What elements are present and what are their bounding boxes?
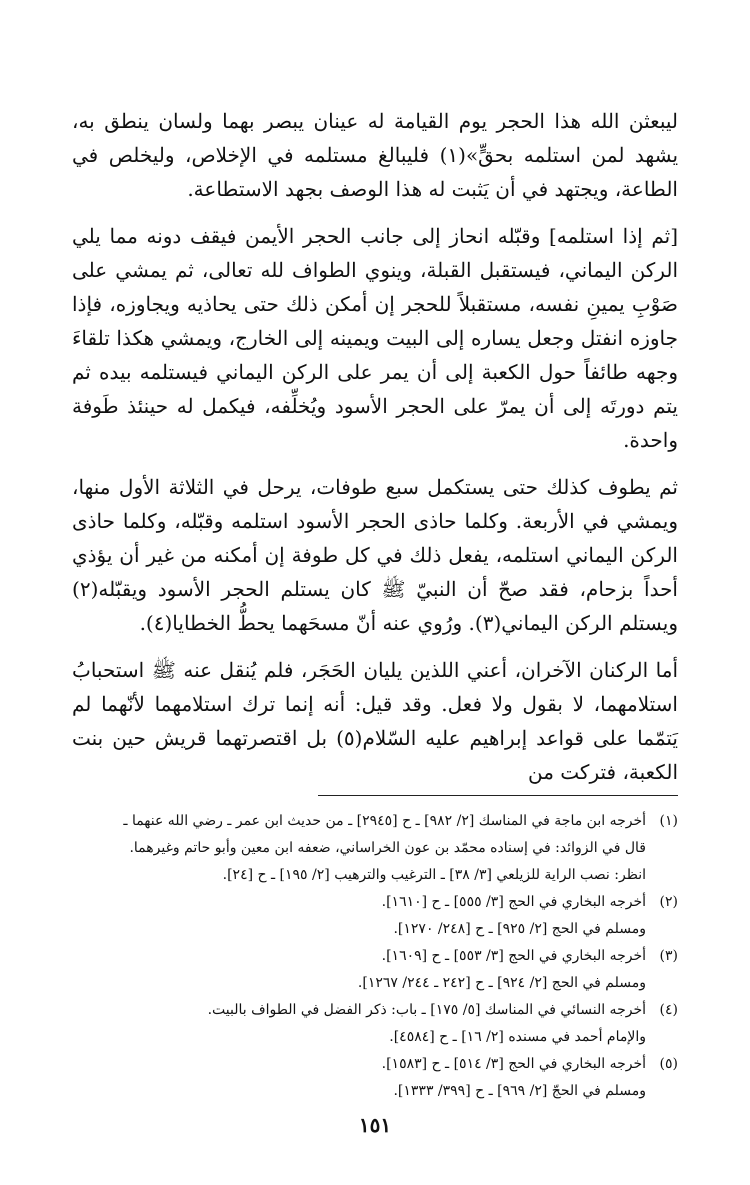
- footnote-line: قال في الزوائد: في إسناده محمّد بن عون الخراساني، ضعفه ابن معين وأبو حاتم وغيرهما.: [129, 840, 646, 856]
- paragraph: أما الركنان الآخران، أعني اللذين يليان الحَجَر، فلم يُنقل عنه ﷺ استحبابُ استلامهما، لا بقول ولا فعل. وقد قيل: أنه إنما ترك استلامهما لأنّهما لم يَتمّما على قواعد إبراهيم عليه السّلام(٥) بل اقتصرتهما قريش حين بنت الكعبة، فتركت من: [72, 658, 678, 784]
- paragraph: ليبعثن الله هذا الحجر يوم القيامة له عينان يبصر بهما ولسان ينطق به، يشهد لمن استلمه بحقٍّ»(١) فليبالغ مستلمه في الإخلاص، وليخلص في الطاعة، ويجتهد في أن يَثبت له هذا الوصف بجهد الاستطاعة.: [72, 109, 679, 201]
- footnote-number: (١): [659, 813, 678, 829]
- footnote-line: انظر: نصب الراية للزيلعي [٣/ ٣٨] ـ الترغيب والترهيب [٢/ ١٩٥] ـ ح [٢٤].: [222, 867, 646, 883]
- footnote-number: (٢): [659, 894, 678, 910]
- footnote-separator: [318, 795, 678, 796]
- footnote-line: ومسلم في الحجّ [٢/ ٩٦٩] ـ ح [٣٩٩/ ١٣٣٣].: [393, 1083, 646, 1099]
- footnote-line: أخرجه البخاري في الحج [٣/ ٥١٤] ـ ح [١٥٨٣].: [381, 1056, 646, 1072]
- paragraph: [ثم إذا استلمه] وقبّله انحاز إلى جانب الحجر الأيمن فيقف دونه مما يلي الركن اليماني، فيستقبل القبلة، وينوي الطواف لله تعالى، ثم يمشي على صَوْبِ يمينِ نفسه، مستقبلاً للحجر إن أمكن ذلك حتى يحاذيه ويجاوزه، فإذا جاوزه انفتل وجعل يساره إلى البيت ويمينه إلى الخارج، ويمشي هكذا تلقاءَ وجهه طائفاً حول الكعبة إلى أن يمر على الركن اليماني فيستلمه بيده ثم يتم دورتَه إلى أن يمرّ على الحجر الأسود ويُخلِّفه، فيكمل له حينئذ طَوفة واحدة.: [72, 224, 678, 452]
- main-text: [72, 104, 678, 789]
- footnote-number: (٣): [659, 948, 678, 964]
- footnote-line: والإمام أحمد في مسنده [٢/ ١٦] ـ ح [٤٥٨٤].: [389, 1029, 646, 1045]
- footnote: [72, 997, 678, 1024]
- footnote: [72, 808, 678, 835]
- document-page: [72, 104, 678, 1164]
- footnote-line: ومسلم في الحج [٢/ ٩٢٤] ـ ح [٢٤٢ ـ ٢٤٤/ ١٢٦٧].: [357, 975, 646, 991]
- page-number: ١٥١: [358, 1113, 392, 1137]
- footnote-line: ومسلم في الحج [٢/ ٩٢٥] ـ ح [٢٤٨/ ١٢٧٠].: [393, 921, 646, 937]
- footnote-number: (٥): [659, 1056, 678, 1072]
- footnote: [72, 943, 678, 970]
- footnote-line: أخرجه النسائي في المناسك [٥/ ١٧٥] ـ باب: ذكر الفضل في الطواف بالبيت.: [207, 1002, 646, 1018]
- footnote-line: أخرجه ابن ماجة في المناسك [٢/ ٩٨٢] ـ ح [٢٩٤٥] ـ من حديث ابن عمر ـ رضي الله عنهما ـ: [123, 813, 646, 829]
- footnote: [72, 1051, 678, 1078]
- paragraph: ثم يطوف كذلك حتى يستكمل سبع طوفات، يرحل في الثلاثة الأول منها، ويمشي في الأربعة. وكلما حاذى الحجر الأسود استلمه وقبّله، وكلما حاذى الركن اليماني استلمه، يفعل ذلك في كل طوفة إن أمكنه من غير أن يؤذي أحداً بزحام، فقد صحّ أن النبيّ ﷺ كان يستلم الحجر الأسود ويقبّله(٢) ويستلم الركن اليماني(٣). ورُوي عنه أنّ مسحَهما يحطُّ الخطايا(٤).: [72, 475, 678, 635]
- footnote-line: أخرجه البخاري في الحج [٣/ ٥٥٥] ـ ح [١٦١٠].: [381, 894, 646, 910]
- footnote-line: أخرجه البخاري في الحج [٣/ ٥٥٣] ـ ح [١٦٠٩].: [381, 948, 646, 964]
- footnotes: [72, 808, 678, 1105]
- footnote-number: (٤): [659, 1002, 678, 1018]
- footnote: [72, 889, 678, 916]
